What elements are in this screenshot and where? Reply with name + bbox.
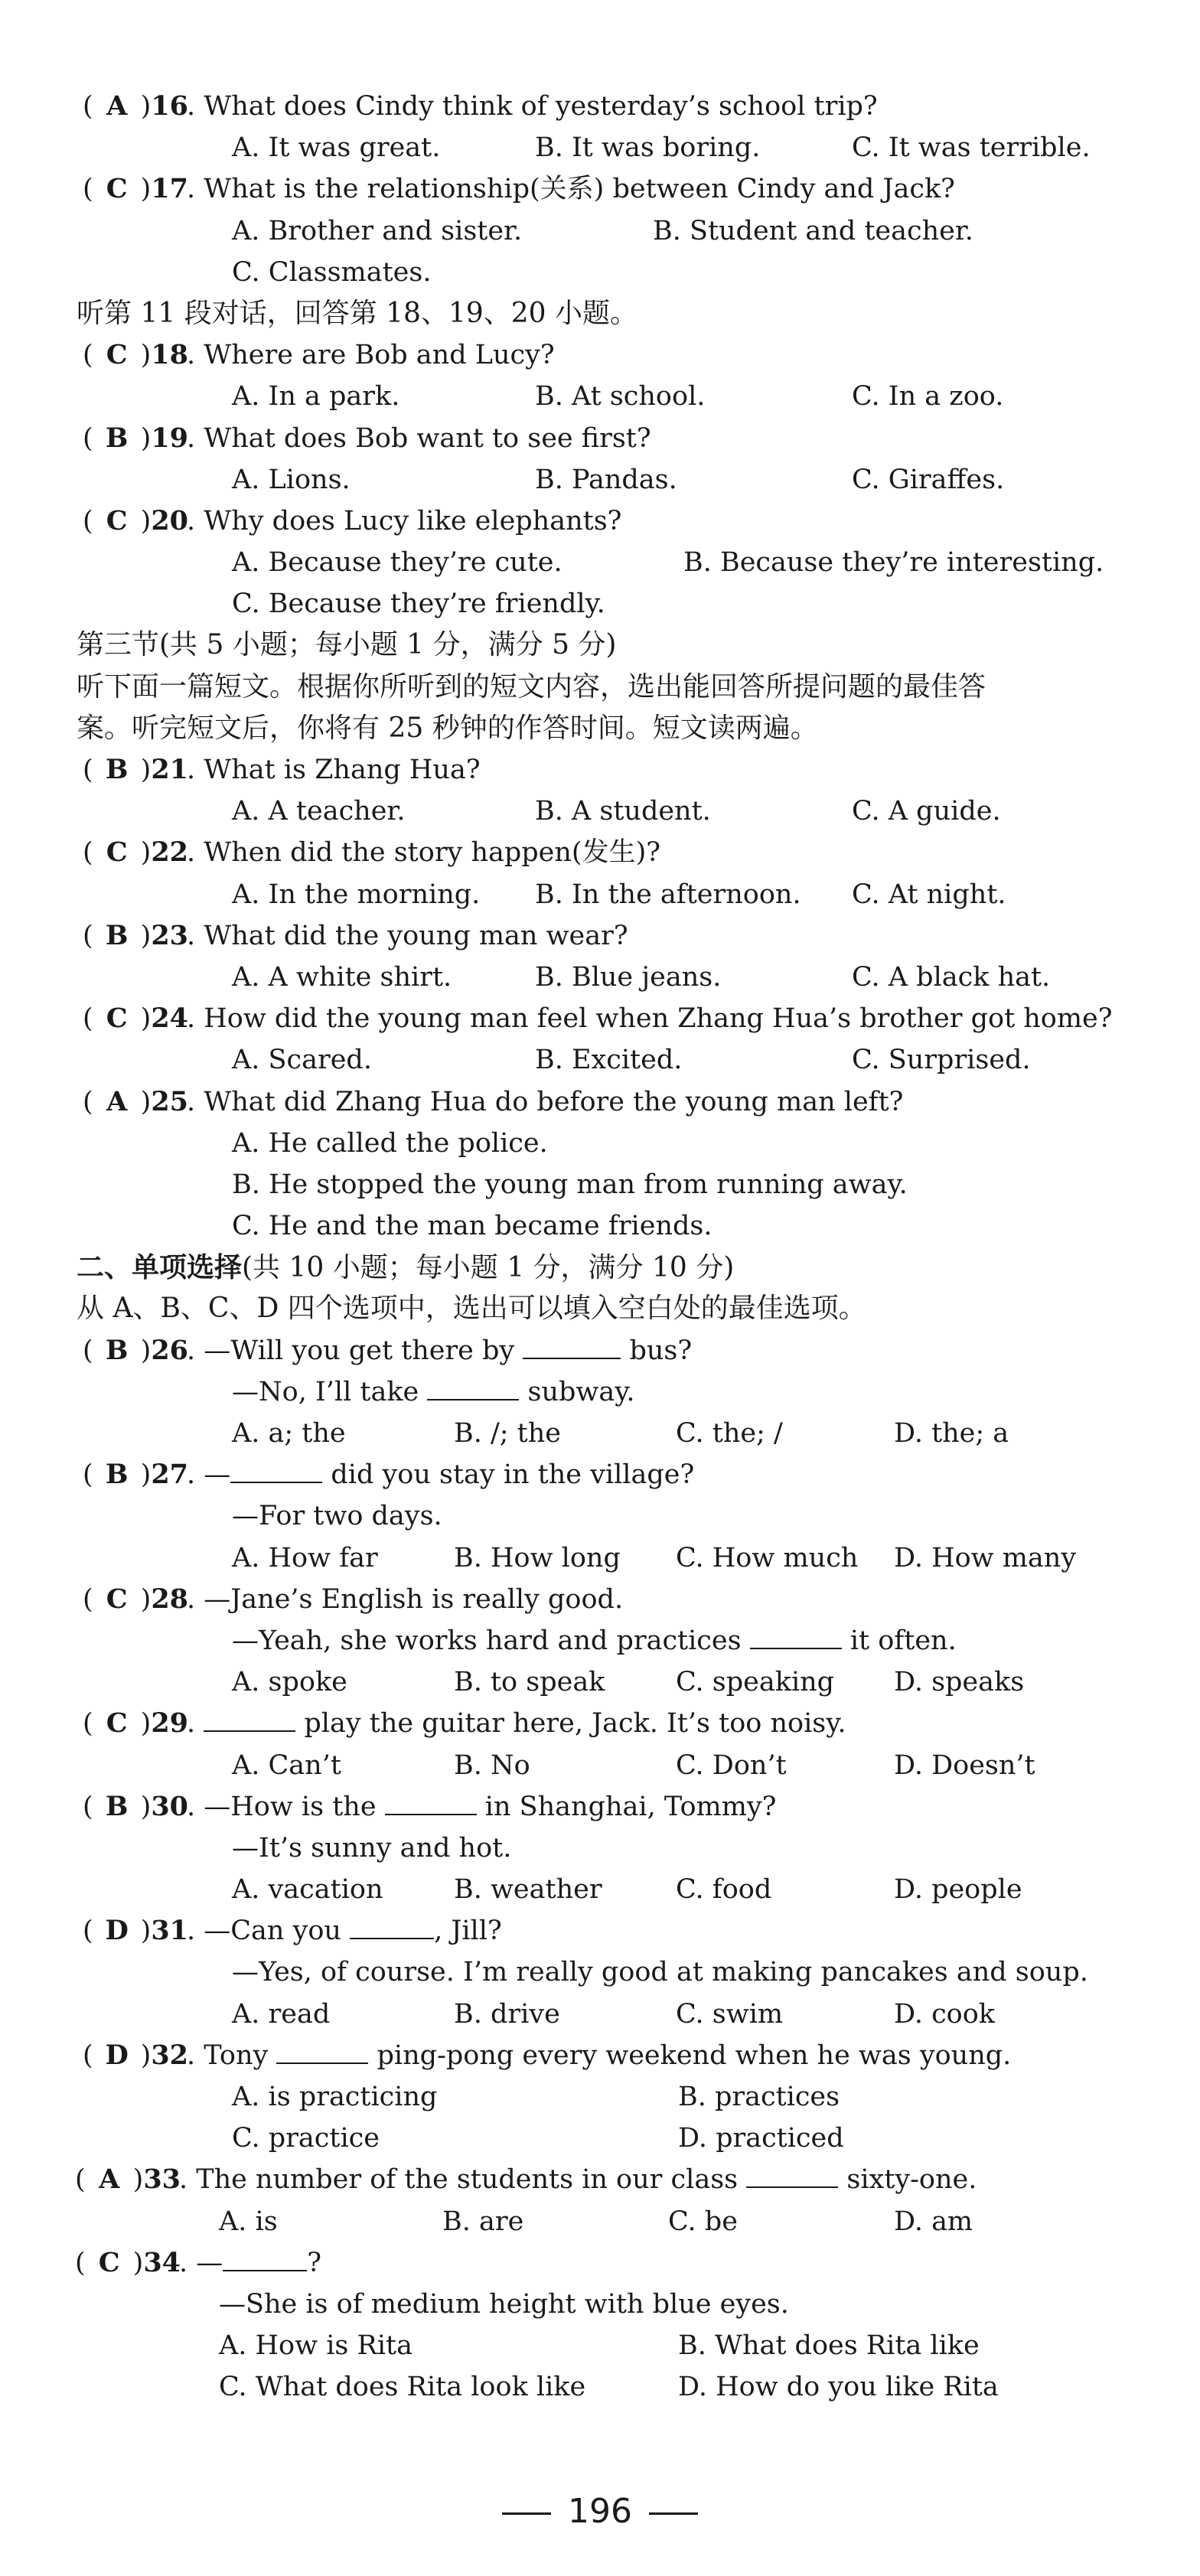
option-d: D. speaks: [894, 1667, 1025, 1698]
stem-text: . —How is the: [187, 1791, 385, 1822]
stem-text: —For two days.: [232, 1501, 442, 1532]
question-number: 25: [151, 1085, 189, 1117]
options-34-ab: [83, 2325, 1146, 2366]
question-stem: . What did the young man wear?: [187, 920, 628, 951]
answer-letter: A: [106, 1085, 128, 1117]
question-stem: . What does Cindy think of yesterday’s school trip?: [187, 91, 878, 122]
part-2-title: [77, 1247, 1146, 1288]
page-footer: [0, 2489, 1200, 2535]
option-b: B. A student.: [535, 796, 711, 827]
option-b: B. Pandas.: [535, 464, 677, 495]
question-34-line-2: [83, 2284, 1146, 2325]
stem-text: . The number of the students in our class: [179, 2164, 747, 2196]
part-2-scoring: (共 10 小题；每小题 1 分，满分 10 分): [242, 1252, 735, 1284]
option-a: A. a; the: [232, 1418, 346, 1449]
answer-box: ( B )21: [83, 749, 214, 791]
option-c: C. Don’t: [676, 1749, 787, 1781]
answer-letter: C: [98, 2246, 120, 2278]
options-17-cont: [83, 252, 1146, 293]
question-stem: . Why does Lucy like elephants?: [187, 505, 622, 536]
question-stem: [187, 2035, 1011, 2076]
question-stem: [187, 1786, 776, 1828]
options-34-cd: [83, 2366, 1146, 2408]
answer-box: ( C )17: [83, 168, 214, 210]
question-number: 27: [151, 1459, 189, 1491]
option-a: A. Can’t: [232, 1749, 341, 1781]
option-c: C. At night.: [852, 879, 1006, 910]
answer-box: ( C )34: [75, 2242, 207, 2284]
question-stem: [187, 1454, 694, 1495]
answer-box: ( D )31: [83, 1910, 214, 1952]
question-16: [83, 86, 1146, 127]
question-24: [83, 998, 1146, 1039]
options-27: [83, 1537, 1146, 1579]
question-31-line-2: [83, 1952, 1146, 1993]
option-a: A. Brother and sister.: [232, 215, 523, 246]
options-18: [83, 376, 1146, 417]
option-d: D. How do you like Rita: [678, 2372, 999, 2403]
option-c: C. A black hat.: [852, 961, 1051, 993]
option-d: D. people: [894, 1874, 1022, 1906]
options-33: [83, 2201, 1146, 2242]
answer-letter: B: [105, 422, 129, 454]
options-28: [83, 1661, 1146, 1703]
question-stem: [179, 2159, 977, 2200]
option-c: C. He and the man became friends.: [232, 1211, 712, 1242]
question-stem: . What does Bob want to see first?: [187, 422, 651, 454]
question-33: [75, 2159, 1146, 2200]
question-stem: . What is Zhang Hua?: [187, 755, 481, 785]
option-b: B. /; the: [454, 1418, 561, 1449]
options-26: [83, 1413, 1146, 1454]
answer-blank: [276, 2040, 368, 2064]
option-a: A. is: [219, 2206, 278, 2237]
question-number: 20: [151, 504, 189, 536]
section-3-instruction-1: 听下面一篇短文。根据你所听到的短文内容，选出能回答所提问题的最佳答: [77, 670, 986, 703]
option-d: D. How many: [894, 1542, 1077, 1573]
options-17: [83, 210, 1146, 252]
page-number: 196: [568, 2492, 632, 2531]
question-stem: [187, 1910, 502, 1952]
question-32: [83, 2035, 1146, 2076]
answer-box: ( C )28: [83, 1579, 214, 1620]
question-stem: [187, 1703, 846, 1744]
question-27-line-2: [83, 1495, 1146, 1537]
question-22: [83, 832, 1146, 873]
option-d: D. the; a: [894, 1418, 1009, 1449]
options-19: [83, 459, 1146, 501]
answer-blank: [223, 2247, 307, 2271]
option-25-c: [83, 1205, 1146, 1247]
option-a: A. In a park.: [232, 381, 400, 412]
answer-blank: [427, 1376, 519, 1400]
stem-text: , Jill?: [434, 1916, 502, 1947]
stem-text: —No, I’ll take: [232, 1376, 428, 1407]
question-31: [83, 1910, 1146, 1952]
options-32-cd: [83, 2118, 1146, 2159]
question-26: [83, 1330, 1146, 1371]
option-b: B. to speak: [454, 1667, 605, 1698]
answer-box: ( C )20: [83, 501, 214, 542]
option-a: A. vacation: [232, 1874, 383, 1906]
stem-text: ?: [307, 2247, 322, 2278]
option-a: A. Lions.: [232, 464, 351, 495]
question-stem: . What did Zhang Hua do before the young man left?: [187, 1086, 904, 1117]
question-stem: . Where are Bob and Lucy?: [187, 340, 555, 371]
answer-box: ( A )16: [83, 86, 214, 127]
stem-text: —Yes, of course. I’m really good at making pancakes and soup.: [232, 1957, 1088, 1988]
answer-letter: C: [106, 836, 128, 869]
question-stem: [187, 1330, 692, 1371]
options-20: [83, 542, 1146, 583]
stem-text: sixty-one.: [838, 2164, 977, 2196]
question-number: 31: [151, 1915, 189, 1947]
answer-letter: C: [106, 504, 128, 536]
stem-text: . —Can you: [187, 1916, 351, 1947]
question-26-line-2: [83, 1371, 1146, 1413]
options-20-cont: [83, 583, 1146, 624]
question-number: 30: [151, 1790, 189, 1822]
question-20: [83, 501, 1146, 542]
answer-blank: [350, 1915, 434, 1939]
option-b: B. It was boring.: [535, 132, 761, 164]
answer-letter: B: [105, 1334, 129, 1366]
option-c: C. Surprised.: [852, 1045, 1031, 1076]
question-number: 26: [151, 1334, 189, 1366]
option-c: C. practice: [232, 2123, 380, 2154]
option-a: A. It was great.: [232, 132, 441, 164]
answer-blank: [385, 1791, 477, 1815]
question-30: [83, 1786, 1146, 1828]
answer-letter: D: [105, 2039, 129, 2071]
answer-letter: C: [106, 173, 128, 205]
option-c: C. It was terrible.: [852, 132, 1091, 164]
question-number: 28: [151, 1583, 189, 1615]
option-c: C. speaking: [676, 1667, 835, 1698]
option-b: B. drive: [454, 1998, 560, 2030]
question-number: 32: [151, 2039, 189, 2071]
option-c: C. swim: [676, 1998, 784, 2030]
question-stem: . —Jane’s English is really good.: [187, 1583, 624, 1615]
stem-text: did you stay in the village?: [322, 1459, 695, 1491]
question-number: 33: [143, 2164, 181, 2196]
stem-text: in Shanghai, Tommy?: [476, 1791, 777, 1822]
option-c: C. How much: [676, 1542, 859, 1573]
answer-blank: [230, 1459, 322, 1483]
option-b: B. No: [454, 1749, 530, 1781]
option-c: C. the; /: [676, 1418, 783, 1449]
option-c: C. Giraffes.: [852, 464, 1005, 495]
answer-box: ( C )22: [83, 832, 214, 873]
option-b: B. He stopped the young man from running away.: [232, 1169, 908, 1200]
footer-dash: [502, 2512, 551, 2515]
option-a: A. Because they’re cute.: [232, 547, 562, 579]
options-29: [83, 1745, 1146, 1786]
section-3-title: 第三节(共 5 小题；每小题 1 分，满分 5 分): [77, 629, 617, 661]
option-d: D. cook: [894, 1998, 996, 2030]
question-number: 22: [151, 836, 189, 869]
question-number: 34: [143, 2246, 181, 2278]
answer-box: ( B )26: [83, 1330, 214, 1371]
stem-text: ping-pong every weekend when he was young.: [368, 2040, 1012, 2071]
part-2-heading: 二、单项选择: [77, 1251, 243, 1284]
option-b: B. Blue jeans.: [535, 961, 722, 993]
stem-text: . —: [187, 1459, 231, 1491]
option-b: B. At school.: [535, 381, 706, 412]
stem-text: —It’s sunny and hot.: [232, 1832, 512, 1864]
answer-blank: [750, 1625, 842, 1649]
answer-letter: C: [106, 1583, 128, 1615]
stem-text: . —: [179, 2247, 223, 2278]
question-28-line-2: [83, 1620, 1146, 1661]
option-c: C. food: [676, 1874, 772, 1906]
answer-box: ( C )29: [83, 1703, 214, 1744]
answer-letter: A: [106, 90, 128, 122]
answer-blank: [204, 1707, 295, 1732]
option-a: A. In the morning.: [232, 879, 481, 910]
question-number: 17: [151, 173, 189, 205]
option-c: C. Because they’re friendly.: [232, 589, 605, 620]
option-c: C. In a zoo.: [852, 381, 1004, 412]
option-b: B. How long: [454, 1542, 621, 1573]
options-24: [83, 1039, 1146, 1081]
option-b: B. are: [442, 2206, 524, 2237]
option-a: A. is practicing: [232, 2082, 438, 2112]
stem-text: it often.: [841, 1625, 957, 1656]
options-22: [83, 874, 1146, 915]
options-16: [83, 127, 1146, 168]
option-c: C. Classmates.: [232, 256, 432, 288]
question-30-line-2: [83, 1828, 1146, 1869]
question-number: 19: [151, 422, 189, 454]
stem-text: .: [187, 1708, 204, 1740]
answer-letter: A: [99, 2164, 120, 2196]
stem-text: —Yeah, she works hard and practices: [232, 1625, 750, 1656]
footer-dash: [649, 2512, 698, 2515]
options-23: [83, 957, 1146, 998]
answer-box: ( B )19: [83, 418, 214, 459]
question-stem: . How did the young man feel when Zhang Hua’s brother got home?: [187, 1003, 1113, 1035]
answer-letter: D: [105, 1915, 129, 1947]
question-21: [83, 749, 1146, 791]
option-a: A. How is Rita: [219, 2330, 412, 2362]
option-b: B. In the afternoon.: [535, 879, 801, 910]
option-25-b: [83, 1164, 1146, 1205]
stem-text: —She is of medium height with blue eyes.: [219, 2288, 789, 2320]
option-b: B. Excited.: [535, 1045, 683, 1076]
question-stem: [179, 2242, 321, 2284]
option-c: C. A guide.: [852, 796, 1001, 827]
question-34: [75, 2242, 1146, 2284]
option-d: D. Doesn’t: [894, 1749, 1035, 1781]
option-25-a: [83, 1123, 1146, 1164]
question-number: 29: [151, 1707, 189, 1740]
question-number: 21: [151, 754, 189, 785]
section-3-instruction-2: 案。听完短文后，你将有 25 秒钟的作答时间。短文读两遍。: [77, 712, 818, 744]
answer-box: ( C )18: [83, 334, 214, 376]
question-29: [83, 1703, 1146, 1744]
instruction-11: 听第 11 段对话，回答第 18、19、20 小题。: [77, 297, 638, 329]
stem-text: play the guitar here, Jack. It’s too noisy.: [295, 1708, 846, 1740]
answer-box: ( C )24: [83, 998, 214, 1039]
option-d: D. practiced: [678, 2123, 844, 2154]
question-18: [83, 334, 1146, 376]
question-stem: . When did the story happen(发生)?: [187, 837, 660, 869]
question-number: 18: [151, 339, 189, 371]
option-a: A. He called the police.: [232, 1127, 548, 1159]
option-d: D. am: [894, 2206, 973, 2237]
worksheet: [75, 86, 1146, 2408]
option-c: C. be: [668, 2206, 738, 2237]
options-32-ab: [83, 2076, 1146, 2118]
question-25: [83, 1081, 1146, 1123]
question-28: [83, 1579, 1146, 1620]
answer-box: ( B )23: [83, 915, 214, 957]
options-31: [83, 1994, 1146, 2035]
answer-box: ( B )30: [83, 1786, 214, 1828]
stem-text: . —Will you get there by: [187, 1335, 523, 1366]
stem-text: . Tony: [187, 2040, 277, 2071]
options-21: [83, 791, 1146, 832]
option-b: B. What does Rita like: [678, 2330, 980, 2362]
option-a: A. How far: [232, 1542, 378, 1573]
question-number: 24: [151, 1003, 189, 1035]
question-stem: . What is the relationship(关系) between Cindy and Jack?: [187, 174, 955, 205]
part-2-instruction: 从 A、B、C、D 四个选项中，选出可以填入空白处的最佳选项。: [77, 1293, 866, 1325]
option-c: C. What does Rita look like: [219, 2372, 586, 2403]
answer-box: ( B )27: [83, 1454, 214, 1495]
option-a: A. read: [232, 1998, 331, 2030]
option-a: A. A teacher.: [232, 796, 406, 827]
answer-blank: [523, 1335, 621, 1359]
answer-letter: B: [105, 754, 129, 785]
stem-text: bus?: [621, 1335, 693, 1366]
question-number: 23: [151, 919, 189, 951]
option-b: B. Because they’re interesting.: [683, 547, 1104, 579]
option-b: B. Student and teacher.: [653, 215, 973, 246]
stem-text: subway.: [519, 1376, 635, 1407]
answer-letter: C: [106, 1707, 128, 1740]
question-number: 16: [151, 90, 189, 122]
answer-box: ( A )25: [83, 1081, 214, 1123]
answer-blank: [746, 2164, 838, 2188]
answer-letter: C: [106, 1003, 128, 1035]
answer-box: ( A )33: [75, 2159, 207, 2200]
option-a: A. spoke: [232, 1667, 347, 1698]
option-a: A. Scared.: [232, 1045, 372, 1076]
option-a: A. A white shirt.: [232, 961, 452, 993]
question-17: [83, 168, 1146, 210]
answer-letter: B: [105, 1790, 129, 1822]
answer-letter: C: [106, 339, 128, 371]
question-23: [83, 915, 1146, 957]
option-b: B. weather: [454, 1874, 602, 1906]
question-19: [83, 418, 1146, 459]
answer-letter: B: [105, 919, 129, 951]
answer-box: ( D )32: [83, 2035, 214, 2076]
options-30: [83, 1869, 1146, 1910]
question-27: [83, 1454, 1146, 1495]
option-b: B. practices: [678, 2082, 840, 2112]
answer-letter: B: [105, 1459, 129, 1491]
